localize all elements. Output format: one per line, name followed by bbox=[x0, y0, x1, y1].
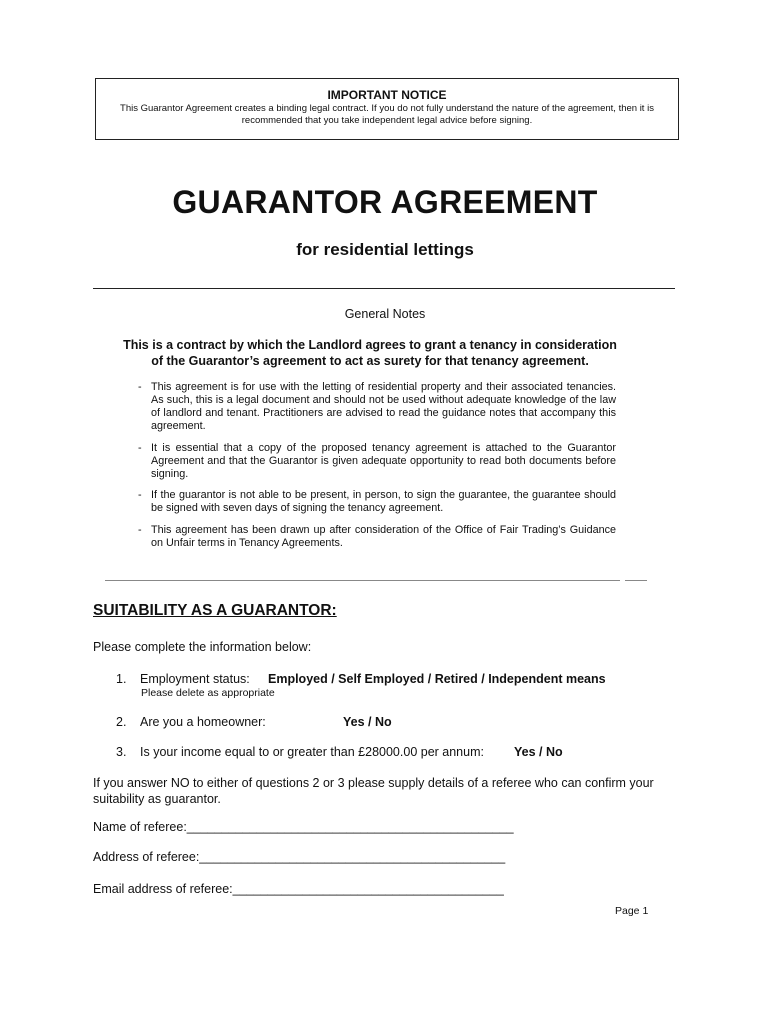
q3-options[interactable]: Yes / No bbox=[514, 745, 563, 759]
intro-line-1: This is a contract by which the Landlord agrees to grant a tenancy in consideration bbox=[123, 338, 617, 352]
q2-options[interactable]: Yes / No bbox=[343, 715, 392, 729]
intro-line-2: of the Guarantor’s agreement to act as surety for that tenancy agreement. bbox=[151, 354, 589, 368]
bullet-marker: - bbox=[138, 441, 142, 454]
referee-name-field[interactable]: Name of referee:_______________________________________________ bbox=[93, 820, 514, 834]
document-title: GUARANTOR AGREEMENT bbox=[172, 184, 598, 220]
list-item-text: This agreement has been drawn up after consideration of the Office of Fair Trading’s Guidance on Unfair terms in Tenancy Agreements. bbox=[151, 523, 616, 549]
suitability-heading: SUITABILITY AS A GUARANTOR: bbox=[93, 602, 337, 619]
q3-number: 3. bbox=[116, 745, 127, 759]
page-number: Page 1 bbox=[615, 905, 649, 917]
intro-statement bbox=[100, 337, 640, 369]
q1-number: 1. bbox=[116, 672, 127, 686]
list-item bbox=[138, 489, 616, 515]
q3-label: Is your income equal to or greater than £28000.00 per annum: bbox=[140, 745, 484, 759]
bullet-marker: - bbox=[138, 381, 142, 393]
divider-line bbox=[105, 580, 620, 581]
list-item bbox=[138, 442, 616, 481]
notice-body: This Guarantor Agreement creates a binding legal contract. If you do not fully understand the nature of the agreement, then it is recommended that you take independent legal advice before signing. bbox=[120, 103, 654, 126]
q1-note: Please delete as appropriate bbox=[141, 687, 275, 699]
divider-line bbox=[93, 288, 675, 289]
q1-label: Employment status: bbox=[140, 672, 250, 686]
document-subtitle: for residential lettings bbox=[296, 240, 474, 259]
referee-email-field[interactable]: Email address of referee:_______________________________________ bbox=[93, 882, 504, 896]
instruction-text: Please complete the information below: bbox=[93, 640, 312, 654]
general-notes-heading: General Notes bbox=[344, 307, 426, 321]
divider-line bbox=[625, 580, 647, 581]
notice-title: IMPORTANT NOTICE bbox=[327, 88, 447, 102]
notes-list bbox=[138, 381, 616, 558]
q2-number: 2. bbox=[116, 715, 127, 729]
list-item bbox=[138, 381, 616, 433]
list-item-text: It is essential that a copy of the proposed tenancy agreement is attached to the Guarantor Agreement and that the Guarantor is given adequate opportunity to read both documents before signing. bbox=[151, 441, 616, 480]
list-item bbox=[138, 524, 616, 550]
bullet-marker: - bbox=[138, 523, 142, 536]
q2-label: Are you a homeowner: bbox=[140, 715, 266, 729]
q1-options[interactable]: Employed / Self Employed / Retired / Independent means bbox=[268, 672, 606, 686]
referee-note: If you answer NO to either of questions 2 or 3 please supply details of a referee who can confirm your suitability as guarantor. bbox=[93, 776, 654, 806]
referee-address-field[interactable]: Address of referee:____________________________________________ bbox=[93, 850, 506, 864]
important-notice-box bbox=[95, 78, 679, 140]
bullet-marker: - bbox=[138, 489, 142, 501]
list-item-text: If the guarantor is not able to be present, in person, to sign the guarantee, the guarantee should be signed with seven days of signing the tenancy agreement. bbox=[151, 489, 616, 514]
list-item-text: This agreement is for use with the letting of residential property and their associated tenancies. As such, this is a legal document and should not be used without adequate knowledge of the law of landlord and tenant. Practitioners are advised to read the guidance notes that accompany this agreement. bbox=[151, 381, 616, 432]
